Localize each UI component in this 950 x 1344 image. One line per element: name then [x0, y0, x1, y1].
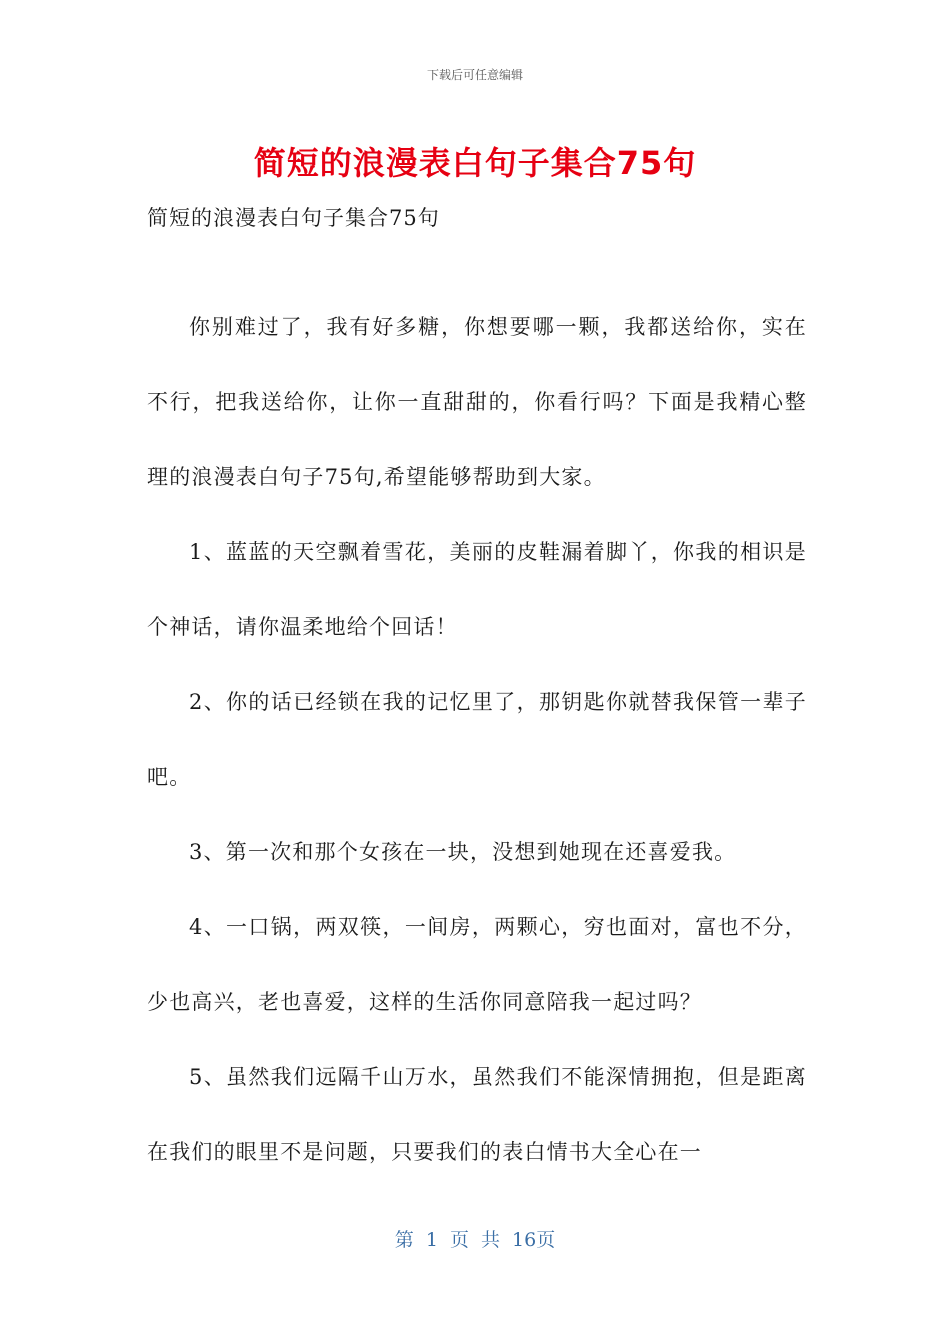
page-number-footer: 第 1 页 共 16页	[394, 1229, 556, 1251]
sentence-paragraph: 3、第一次和那个女孩在一块，没想到她现在还喜爱我。	[189, 840, 737, 864]
sentence-paragraph: 1、蓝蓝的天空飘着雪花，美丽的皮鞋漏着脚丫，你我的相识是个神话，请你温柔地给个回话！	[147, 540, 807, 639]
intro-paragraph: 你别难过了，我有好多糖，你想要哪一颗，我都送给你，实在不行，把我送给你，让你一直甜甜的，你看行吗？下面是我精心整理的浪漫表白句子75句,希望能够帮助到大家。	[147, 315, 807, 489]
document-body	[147, 198, 807, 1190]
sentence-paragraph: 5、虽然我们远隔千山万水，虽然我们不能深情拥抱，但是距离在我们的眼里不是问题，只要我们的表白情书大全心在一	[147, 1065, 807, 1164]
header-note: 下载后可任意编辑	[426, 68, 523, 82]
sentence-paragraph: 4、一口锅，两双筷，一间房，两颗心，穷也面对，富也不分，少也高兴，老也喜爱，这样的生活你同意陪我一起过吗？	[147, 915, 807, 1014]
document-subtitle: 简短的浪漫表白句子集合75句	[147, 206, 440, 230]
document-title: 简短的浪漫表白句子集合75句	[253, 144, 697, 182]
sentence-paragraph: 2、你的话已经锁在我的记忆里了，那钥匙你就替我保管一辈子吧。	[147, 690, 807, 789]
